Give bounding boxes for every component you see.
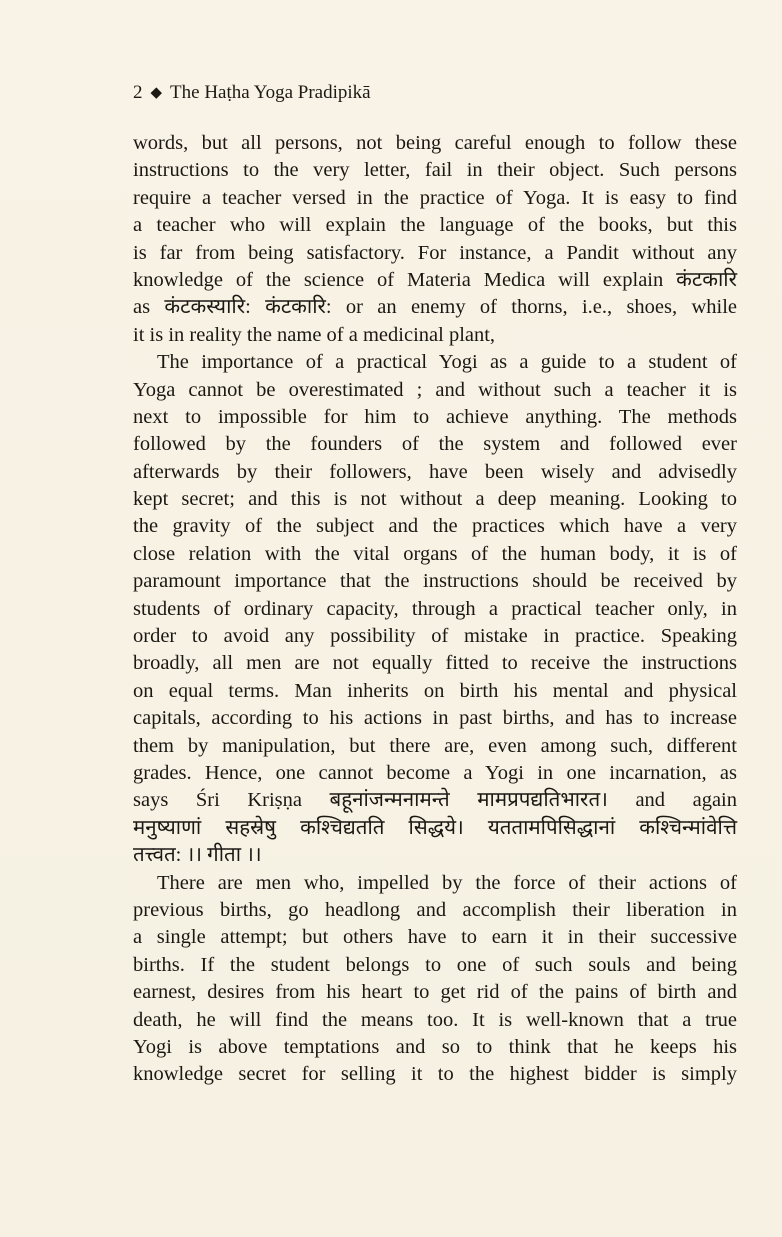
text-line: knowledge of the science of Materia Medica will explain कंटकारि: [133, 268, 737, 291]
text-line: a teacher who will explain the language of the books, but this: [133, 214, 737, 237]
text-line: next to impossible for him to achieve anything. The methods: [133, 405, 737, 428]
text-line: Yogi is above temptations and so to think that he keeps his: [133, 1035, 737, 1058]
paragraph: [133, 130, 737, 349]
text-line: them by manipulation, but there are, even among such, different: [133, 734, 737, 757]
text-line: grades. Hence, one cannot become a Yogi in one incarnation, as: [133, 761, 737, 784]
text-line: it is in reality the name of a medicinal plant,: [133, 323, 496, 346]
text-line: paramount importance that the instructions should be received by: [133, 570, 737, 593]
text-line: broadly, all men are not equally fitted to receive the instructions: [133, 652, 737, 675]
text-line: followed by the founders of the system and followed ever: [133, 433, 737, 456]
text-line: instructions to the very letter, fail in their object. Such persons: [133, 159, 737, 182]
text-line: The importance of a practical Yogi as a guide to a student of: [157, 351, 737, 374]
page-number: 2: [133, 82, 143, 103]
text-line: as कंटकस्यारि: कंटकारि: or an enemy of thorns, i.e., shoes, while: [133, 296, 737, 319]
text-line: says Śri Kriṣṇa बहूनांजन्मनामन्ते मामप्रपद्यतिभारत। and again: [133, 789, 737, 812]
book-title: The Haṭha Yoga Pradipikā: [170, 82, 371, 103]
text-line: मनुष्याणां सहस्रेषु कश्चिद्यतति सिद्धये। यततामपिसिद्धानां कश्चिन्मांवेत्ति: [133, 816, 737, 839]
text-line: afterwards by their followers, have been wisely and advisedly: [133, 460, 737, 483]
text-line: knowledge secret for selling it to the highest bidder is simply: [133, 1063, 737, 1086]
text-line: तत्त्वत: ।। गीता ।।: [133, 844, 262, 867]
body-text: [133, 130, 737, 1089]
text-line: order to avoid any possibility of mistake in practice. Speaking: [133, 625, 737, 648]
text-line: words, but all persons, not being careful enough to follow these: [133, 132, 737, 154]
text-line: capitals, according to his actions in past births, and has to increase: [133, 707, 737, 730]
text-line: earnest, desires from his heart to get rid of the pains of birth and: [133, 981, 737, 1004]
running-head: [133, 80, 553, 107]
text-line: There are men who, impelled by the force of their actions of: [157, 871, 737, 894]
text-line: students of ordinary capacity, through a practical teacher only, in: [133, 597, 737, 620]
text-line: the gravity of the subject and the practices which have a very: [133, 515, 737, 538]
text-line: death, he will find the means too. It is well-known that a true: [133, 1008, 737, 1031]
text-line: previous births, go headlong and accomplish their liberation in: [133, 898, 737, 921]
text-line: kept secret; and this is not without a deep meaning. Looking to: [133, 488, 737, 511]
text-line: Yoga cannot be overestimated ; and without such a teacher it is: [133, 378, 737, 401]
text-line: births. If the student belongs to one of such souls and being: [133, 953, 737, 976]
paragraph: [133, 349, 737, 869]
paragraph: [133, 870, 737, 1089]
text-line: a single attempt; but others have to earn it in their successive: [133, 926, 737, 949]
text-line: close relation with the vital organs of the human body, it is of: [133, 542, 737, 565]
text-line: require a teacher versed in the practice of Yoga. It is easy to find: [133, 186, 737, 209]
text-line: is far from being satisfactory. For instance, a Pandit without any: [133, 241, 737, 264]
diamond-ornament-icon: ◆: [150, 85, 163, 101]
text-line: on equal terms. Man inherits on birth his mental and physical: [133, 679, 737, 702]
